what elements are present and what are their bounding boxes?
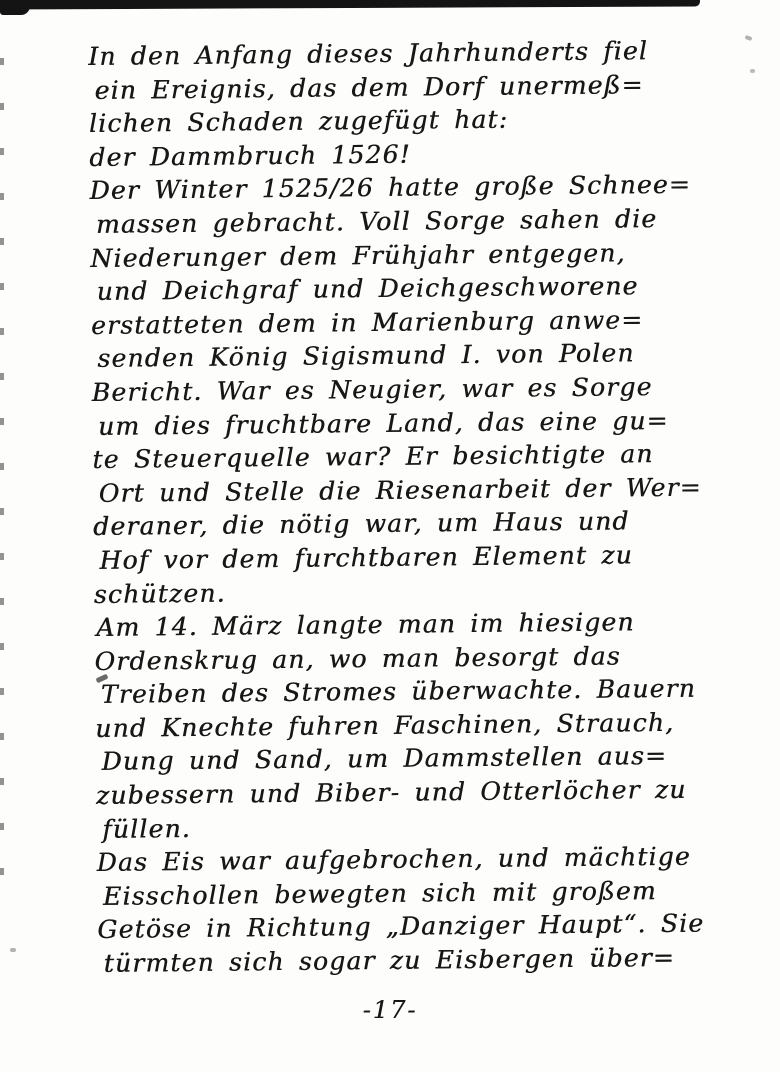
handwritten-line: und Knechte fuhren Faschinen, Strauch, <box>95 707 675 743</box>
handwritten-line: der Dammbruch 1526! <box>89 139 412 172</box>
handwritten-line: Bericht. War es Neugier, war es Sorge <box>91 372 653 407</box>
handwritten-line: deraner, die nötig war, um Haus und <box>92 506 630 542</box>
handwritten-line: Am 14. März langte man im hiesigen <box>96 607 635 643</box>
handwritten-line: erstatteten dem in Marienburg anwe= <box>90 304 644 340</box>
handwritten-line: Hof vor dem furchtbaren Element zu <box>99 540 634 575</box>
handwritten-line: türmten sich sogar zu Eisbergen über= <box>103 942 676 978</box>
handwritten-line: lichen Schaden zugefügt hat: <box>88 104 509 139</box>
handwritten-line: Der Winter 1525/26 hatte große Schnee= <box>89 170 692 206</box>
page-number: -17- <box>362 996 418 1024</box>
handwritten-line: te Steuerquelle war? Er besichtigte an <box>92 439 654 475</box>
handwritten-line: massen gebracht. Voll Sorge sahen die <box>95 204 658 239</box>
handwritten-line: Getöse in Richtung „Danziger Haupt“. Sie <box>97 909 705 945</box>
handwritten-text-block <box>88 33 770 981</box>
handwritten-line: Ort und Stelle die Riesenarbeit der Wer= <box>98 472 702 508</box>
scan-edge-top-artifact <box>0 0 700 10</box>
handwritten-line: und Deichgraf und Deichgeschworene <box>96 271 639 307</box>
handwritten-line: In den Anfang dieses Jahrhunderts fiel <box>88 36 649 71</box>
handwritten-line: um dies fruchtbare Land, das eine gu= <box>97 405 669 441</box>
handwritten-line: Dung und Sand, um Dammstellen aus= <box>101 741 668 777</box>
handwritten-line: zubessern und Biber- und Otterlöcher zu <box>95 774 687 811</box>
handwritten-line: füllen. <box>102 813 192 844</box>
scan-corner-artifact <box>0 0 30 15</box>
handwritten-line: senden König Sigismund I. von Polen <box>97 338 635 374</box>
handwritten-line: Treiben des Stromes überwachte. Bauern <box>100 673 697 710</box>
handwritten-line: Das Eis war aufgebrochen, und mächtige <box>96 841 691 878</box>
handwritten-line: Ordenskrug an, wo man besorgt das <box>94 641 621 676</box>
handwritten-line: Eisschollen bewegten sich mit großem <box>102 875 657 911</box>
scan-speck <box>10 948 16 952</box>
handwritten-line: ein Ereignis, das dem Dorf unermeß= <box>94 69 644 105</box>
handwritten-line: Niederunger dem Frühjahr entgegen, <box>90 237 626 273</box>
scan-edge-left-artifact <box>0 58 4 908</box>
handwritten-line: schützen. <box>93 578 226 609</box>
